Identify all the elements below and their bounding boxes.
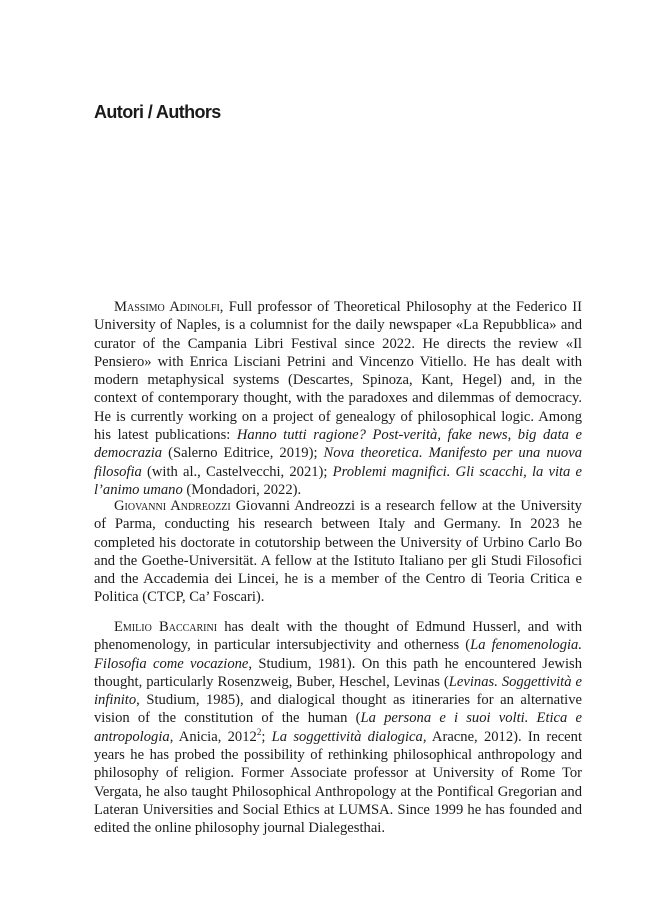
bio-text-run: (with al., Castelvecchi, 2021); <box>141 463 333 480</box>
bio-text-run: , Anicia, 2012 <box>169 728 257 745</box>
bio-title-italic: Levinas. Soggettività e infinito <box>94 673 582 709</box>
bio-text-run: (Salerno Editrice, 2019); <box>162 445 324 462</box>
page-title: Autori / Authors <box>94 102 221 123</box>
bio-text-run: , Aracne, 2012). In recent years he has probed the possibility of rethinking philosophical anthropology and philosophy of religion. Former Associate professor at University of Rome Tor Vergata, he also taught Philosophical Anthropology at the Pontifical Gregorian and Lateran Universities and Social Ethics at LUMSA. Since 1999 he has founded and edited the online philosophy journal Dialegesthai. <box>94 728 582 837</box>
bio-title-italic: Problemi magnifici. Gli scacchi, la vita e l’animo umano <box>94 463 582 498</box>
bio-superscript: 2 <box>256 726 262 737</box>
author-name: Massimo Adinolfi <box>114 299 220 315</box>
bio-title-italic: La persona e i suoi volti. Etica e antropologia <box>94 710 583 745</box>
bio-text-run: , Studium, 1985), and dialogical thought as itineraries for an alternative vision of the constitution of the human ( <box>94 692 582 727</box>
bio-title-italic: La fenomenologia. Filosofia come vocazione <box>94 637 582 672</box>
bio-text-run: ; <box>261 728 272 745</box>
bio-text-run: , Studium, 1981). On this path he encountered Jewish thought, particularly Rosenzweig, Buber, Heschel, Levinas ( <box>94 655 582 690</box>
bio-text-run: , Full professor of Theoretical Philosophy at the Federico II University of Naples, is a columnist for the daily newspaper «La Repubblica» and curator of the Campania Libri Festival since 2022. He directs the review «Il Pensiero» with Enrica Lisciani Petrini and Vincenzo Vitiello. He has dealt with modern metaphysical systems (Descartes, Spinoza, Kant, Hegel) and, in the context of contemporary thought, with the paradoxes and dilemmas of democracy. He is currently working on a project of genealogy of philosophical logic. Among his latest publications: <box>94 299 582 444</box>
author-bio <box>94 497 582 607</box>
bio-text <box>94 498 582 605</box>
bio-title-italic: La soggettività dialogica <box>271 728 423 745</box>
author-name: Emilio Baccarini <box>114 619 218 635</box>
author-bio <box>94 298 582 499</box>
bio-title-italic: Nova theoretica. Manifesto per una nuova filosofia <box>94 445 582 480</box>
bio-title-italic: Hanno tutti ragione? Post-verità, fake news, big data e democrazia <box>94 427 582 462</box>
bio-text <box>94 299 582 498</box>
bio-text <box>94 619 582 836</box>
bio-text-run: has dealt with the thought of Edmund Husserl, and with phenomenology, in particular intersubjectivity and otherness ( <box>94 619 583 654</box>
bio-text-run: Giovanni Andreozzi is a research fellow at the University of Parma, conducting his research between Italy and Germany. In 2023 he completed his doctorate in cotutorship between the University of Urbino Carlo Bo and the Goethe-Universität. A fellow at the Istituto Italiano per gli Studi Filosofici and the Accademia dei Lincei, he is a member of the Centro di Teoria Critica e Politica (CTCP, Ca’ Foscari). <box>94 498 582 606</box>
bio-text-run: (Mondadori, 2022). <box>182 481 302 498</box>
author-bio <box>94 618 582 838</box>
author-name: Giovanni Andreozzi <box>114 498 231 514</box>
